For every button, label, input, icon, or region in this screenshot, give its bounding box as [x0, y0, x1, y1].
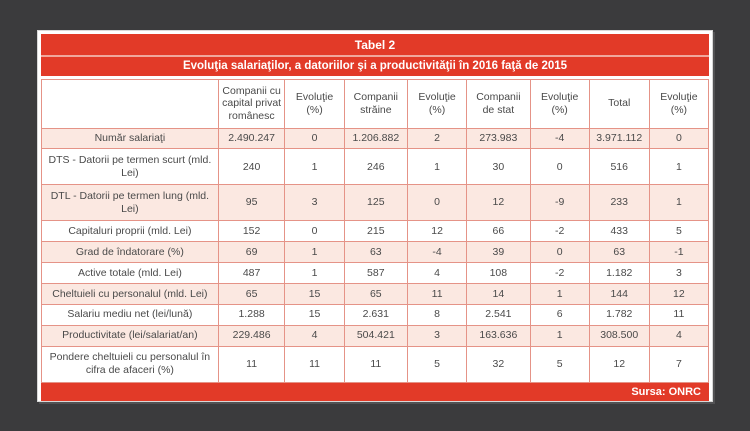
cell-value: 308.500	[589, 325, 649, 346]
cell-value: 11	[344, 346, 407, 382]
table-container	[41, 76, 709, 401]
cell-value: 3	[649, 262, 708, 283]
table-row	[42, 221, 709, 242]
cell-value: 152	[218, 221, 285, 242]
table-row	[42, 242, 709, 263]
cell-value: 15	[285, 283, 344, 304]
column-header: Companii străine	[344, 79, 407, 128]
cell-value: 2.631	[344, 304, 407, 325]
cell-value: 1	[530, 283, 589, 304]
cell-value: 1	[285, 262, 344, 283]
cell-value: 233	[589, 185, 649, 221]
cell-value: 0	[285, 128, 344, 149]
cell-value: 1	[408, 149, 467, 185]
cell-value: 5	[408, 346, 467, 382]
cell-value: 12	[408, 221, 467, 242]
cell-value: 39	[467, 242, 530, 263]
table-header-row	[42, 79, 709, 128]
cell-value: 7	[649, 346, 708, 382]
cell-value: 4	[285, 325, 344, 346]
row-label: Capitaluri proprii (mld. Lei)	[42, 221, 219, 242]
cell-value: 66	[467, 221, 530, 242]
cell-value: 63	[589, 242, 649, 263]
cell-value: 1.288	[218, 304, 285, 325]
cell-value: 1	[285, 149, 344, 185]
cell-value: 65	[344, 283, 407, 304]
column-header: Companii de stat	[467, 79, 530, 128]
row-label: Număr salariaţi	[42, 128, 219, 149]
cell-value: 587	[344, 262, 407, 283]
cell-value: 215	[344, 221, 407, 242]
table-row	[42, 185, 709, 221]
cell-value: 30	[467, 149, 530, 185]
cell-value: 11	[285, 346, 344, 382]
cell-value: 14	[467, 283, 530, 304]
cell-value: 32	[467, 346, 530, 382]
cell-value: 0	[285, 221, 344, 242]
cell-value: 12	[649, 283, 708, 304]
column-header: Total	[589, 79, 649, 128]
row-label: Active totale (mld. Lei)	[42, 262, 219, 283]
cell-value: 108	[467, 262, 530, 283]
cell-value: 11	[408, 283, 467, 304]
cell-value: 12	[467, 185, 530, 221]
cell-value: 1.182	[589, 262, 649, 283]
table-title: Tabel 2	[41, 34, 709, 57]
cell-value: 65	[218, 283, 285, 304]
cell-value: 4	[649, 325, 708, 346]
cell-value: 5	[530, 346, 589, 382]
cell-value: 2	[408, 128, 467, 149]
table-row	[42, 128, 709, 149]
table-row	[42, 346, 709, 382]
cell-value: 1	[649, 149, 708, 185]
cell-value: 11	[649, 304, 708, 325]
cell-value: 4	[408, 262, 467, 283]
table-row	[42, 283, 709, 304]
cell-value: 125	[344, 185, 407, 221]
cell-value: 0	[649, 128, 708, 149]
cell-value: 163.636	[467, 325, 530, 346]
source-label: Sursa: ONRC	[41, 383, 709, 401]
row-label: Pondere cheltuieli cu personalul în cifra de afaceri (%)	[42, 346, 219, 382]
cell-value: 12	[589, 346, 649, 382]
data-table	[41, 79, 709, 383]
cell-value: 504.421	[344, 325, 407, 346]
column-header: Companii cu capital privat românesc	[218, 79, 285, 128]
column-header: Evoluţie (%)	[649, 79, 708, 128]
cell-value: 15	[285, 304, 344, 325]
cell-value: 2.490.247	[218, 128, 285, 149]
cell-value: 0	[408, 185, 467, 221]
table-row	[42, 262, 709, 283]
cell-value: 0	[530, 242, 589, 263]
cell-value: -2	[530, 262, 589, 283]
cell-value: 0	[530, 149, 589, 185]
row-label: Cheltuieli cu personalul (mld. Lei)	[42, 283, 219, 304]
cell-value: 5	[649, 221, 708, 242]
cell-value: 516	[589, 149, 649, 185]
cell-value: -4	[530, 128, 589, 149]
cell-value: 273.983	[467, 128, 530, 149]
cell-value: 11	[218, 346, 285, 382]
cell-value: 2.541	[467, 304, 530, 325]
row-label-header	[42, 79, 219, 128]
table-panel	[37, 30, 713, 402]
cell-value: 1.206.882	[344, 128, 407, 149]
cell-value: 1	[285, 242, 344, 263]
cell-value: 6	[530, 304, 589, 325]
row-label: Productivitate (lei/salariat/an)	[42, 325, 219, 346]
cell-value: 8	[408, 304, 467, 325]
cell-value: 1	[530, 325, 589, 346]
cell-value: 3	[285, 185, 344, 221]
cell-value: 3	[408, 325, 467, 346]
cell-value: 144	[589, 283, 649, 304]
row-label: Grad de îndatorare (%)	[42, 242, 219, 263]
cell-value: 1.782	[589, 304, 649, 325]
table-row	[42, 325, 709, 346]
column-header: Evoluţie (%)	[408, 79, 467, 128]
row-label: DTL - Datorii pe termen lung (mld. Lei)	[42, 185, 219, 221]
cell-value: -1	[649, 242, 708, 263]
table-subtitle: Evoluţia salariaţilor, a datoriilor şi a productivităţii în 2016 faţă de 2015	[41, 57, 709, 76]
table-row	[42, 149, 709, 185]
cell-value: 487	[218, 262, 285, 283]
table-row	[42, 304, 709, 325]
cell-value: 240	[218, 149, 285, 185]
cell-value: 95	[218, 185, 285, 221]
cell-value: 433	[589, 221, 649, 242]
row-label: Salariu mediu net (lei/lună)	[42, 304, 219, 325]
cell-value: -4	[408, 242, 467, 263]
column-header: Evoluţie (%)	[530, 79, 589, 128]
cell-value: 69	[218, 242, 285, 263]
cell-value: 1	[649, 185, 708, 221]
cell-value: 3.971.112	[589, 128, 649, 149]
cell-value: -9	[530, 185, 589, 221]
cell-value: 246	[344, 149, 407, 185]
cell-value: 63	[344, 242, 407, 263]
row-label: DTS - Datorii pe termen scurt (mld. Lei)	[42, 149, 219, 185]
cell-value: 229.486	[218, 325, 285, 346]
cell-value: -2	[530, 221, 589, 242]
column-header: Evoluţie (%)	[285, 79, 344, 128]
